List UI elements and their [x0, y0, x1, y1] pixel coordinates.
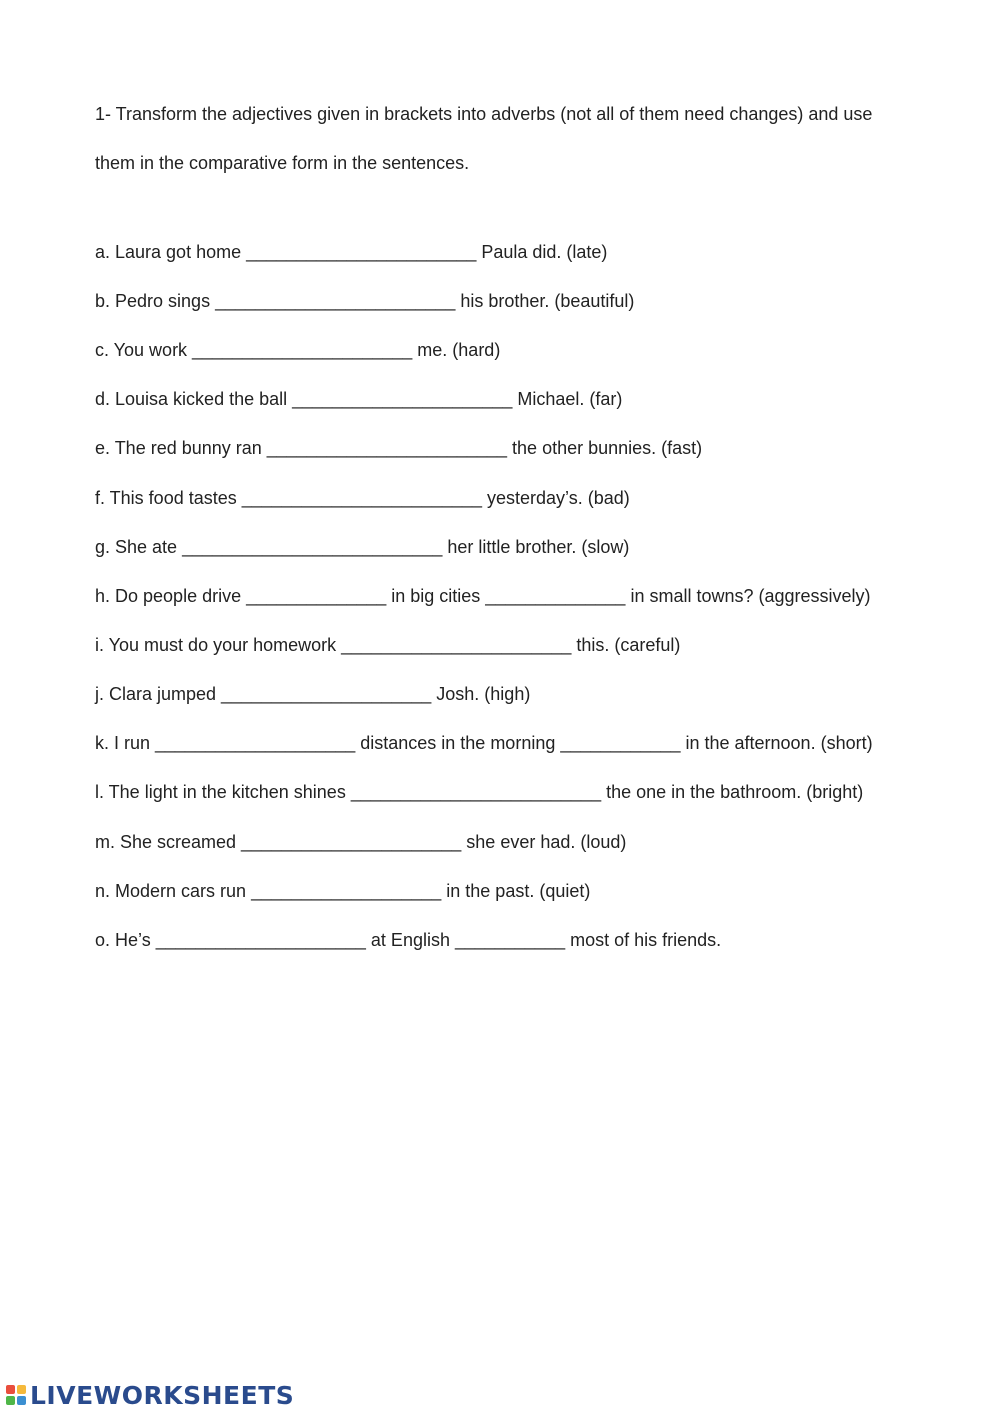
logo-block-yellow: [17, 1385, 26, 1394]
sentence-e: e. The red bunny ran ________________________ the other bunnies. (fast): [95, 438, 703, 458]
logo-block-red: [6, 1385, 15, 1394]
sentence-c: c. You work ______________________ me. (hard): [95, 340, 501, 360]
logo-text: LIVEWORKSHEETS: [30, 1380, 295, 1410]
sentence-m: m. She screamed ______________________ she ever had. (loud): [95, 832, 627, 852]
sentence-a: a. Laura got home _______________________ Paula did. (late): [95, 242, 608, 262]
sentence-h: h. Do people drive ______________ in big cities ______________ in small towns? (aggressively): [95, 586, 871, 606]
sentence-d: d. Louisa kicked the ball ______________________ Michael. (far): [95, 389, 623, 409]
sentence-n: n. Modern cars run ___________________ in the past. (quiet): [95, 881, 591, 901]
sentence-k: k. I run ____________________ distances in the morning ____________ in the afternoon. (short): [95, 733, 873, 753]
sentence-b: b. Pedro sings ________________________ his brother. (beautiful): [95, 291, 635, 311]
sentence-i: i. You must do your homework _______________________ this. (careful): [95, 635, 681, 655]
logo-block-green: [6, 1396, 15, 1405]
liveworksheets-logo-icon: [6, 1385, 26, 1405]
liveworksheets-logo: [6, 1380, 294, 1410]
sentence-f: f. This food tastes ________________________ yesterday’s. (bad): [95, 488, 630, 508]
instructions-text: 1- Transform the adjectives given in brackets into adverbs (not all of them need changes) and use them in the comparative form in the sentences.: [95, 104, 873, 173]
sentence-j: j. Clara jumped _____________________ Josh. (high): [95, 684, 531, 704]
logo-block-blue: [17, 1396, 26, 1405]
sentence-o: o. He’s _____________________ at English ___________ most of his friends.: [95, 930, 722, 950]
sentence-g: g. She ate __________________________ her little brother. (slow): [95, 537, 630, 557]
sentence-l: l. The light in the kitchen shines _________________________ the one in the bathroom. (bright): [95, 782, 864, 802]
